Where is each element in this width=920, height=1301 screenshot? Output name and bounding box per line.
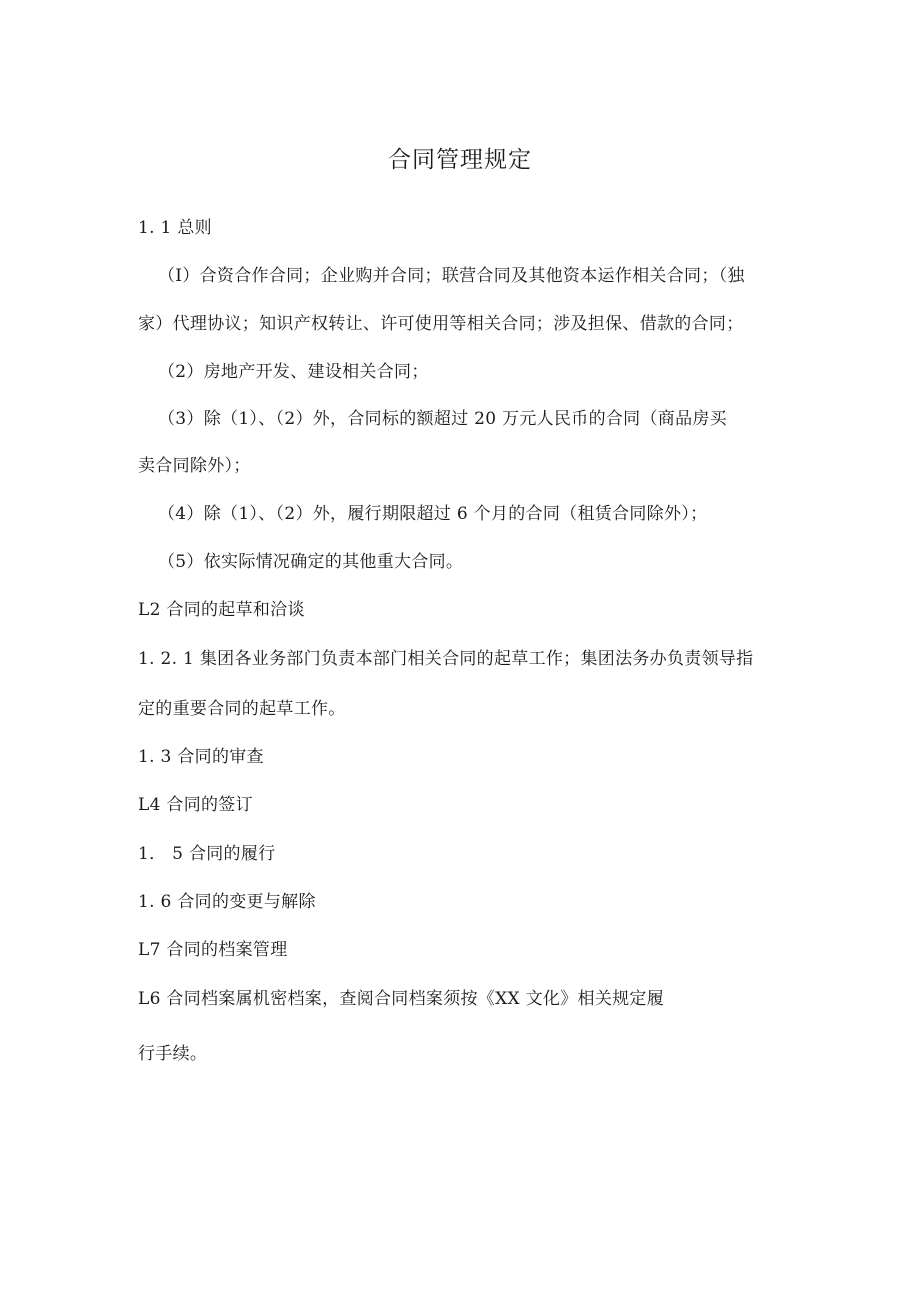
section-1-2-1-line-2: 定的重要合同的起草工作。 [138,699,346,719]
item-3-line-1: （3）除（1）、（2）外，合同标的额超过 20 万元人民币的合同（商品房买 [158,409,727,429]
section-1-5-heading: 1． 5 合同的履行 [138,844,276,864]
section-1-2-1-line-1: 1. 2. 1 集团各业务部门负责本部门相关合同的起草工作；集团法务办负责领导指 [138,649,754,669]
section-1-7-heading: L7 合同的档案管理 [138,940,288,960]
section-1-6-heading: 1. 6 合同的变更与解除 [138,892,316,912]
document-title: 合同管理规定 [388,147,532,173]
section-1-1-heading: 1. 1 总则 [138,218,212,238]
item-2-line: （2）房地产开发、建设相关合同； [158,362,429,382]
section-1-2-heading: L2 合同的起草和洽谈 [138,600,305,620]
item-3-line-2: 卖合同除外）； [138,456,251,476]
section-1-3-heading: 1. 3 合同的审查 [138,747,264,767]
item-1-line-1: （I）合资合作合同；企业购并合同；联营合同及其他资本运作相关合同；（独 [158,266,745,286]
section-1-6-archive-line-1: L6 合同档案属机密档案，查阅合同档案须按《XX 文化》相关规定履 [138,989,665,1009]
item-4-line: （4）除（1）、（2）外，履行期限超过 6 个月的合同（租赁合同除外）； [158,504,708,524]
item-5-line: （5）依实际情况确定的其他重大合同。 [158,552,464,572]
section-1-6-archive-line-2: 行手续。 [138,1044,208,1064]
item-1-line-2: 家）代理协议；知识产权转让、许可使用等相关合同；涉及担保、借款的合同； [138,314,744,334]
section-1-4-heading: L4 合同的签订 [138,795,253,815]
